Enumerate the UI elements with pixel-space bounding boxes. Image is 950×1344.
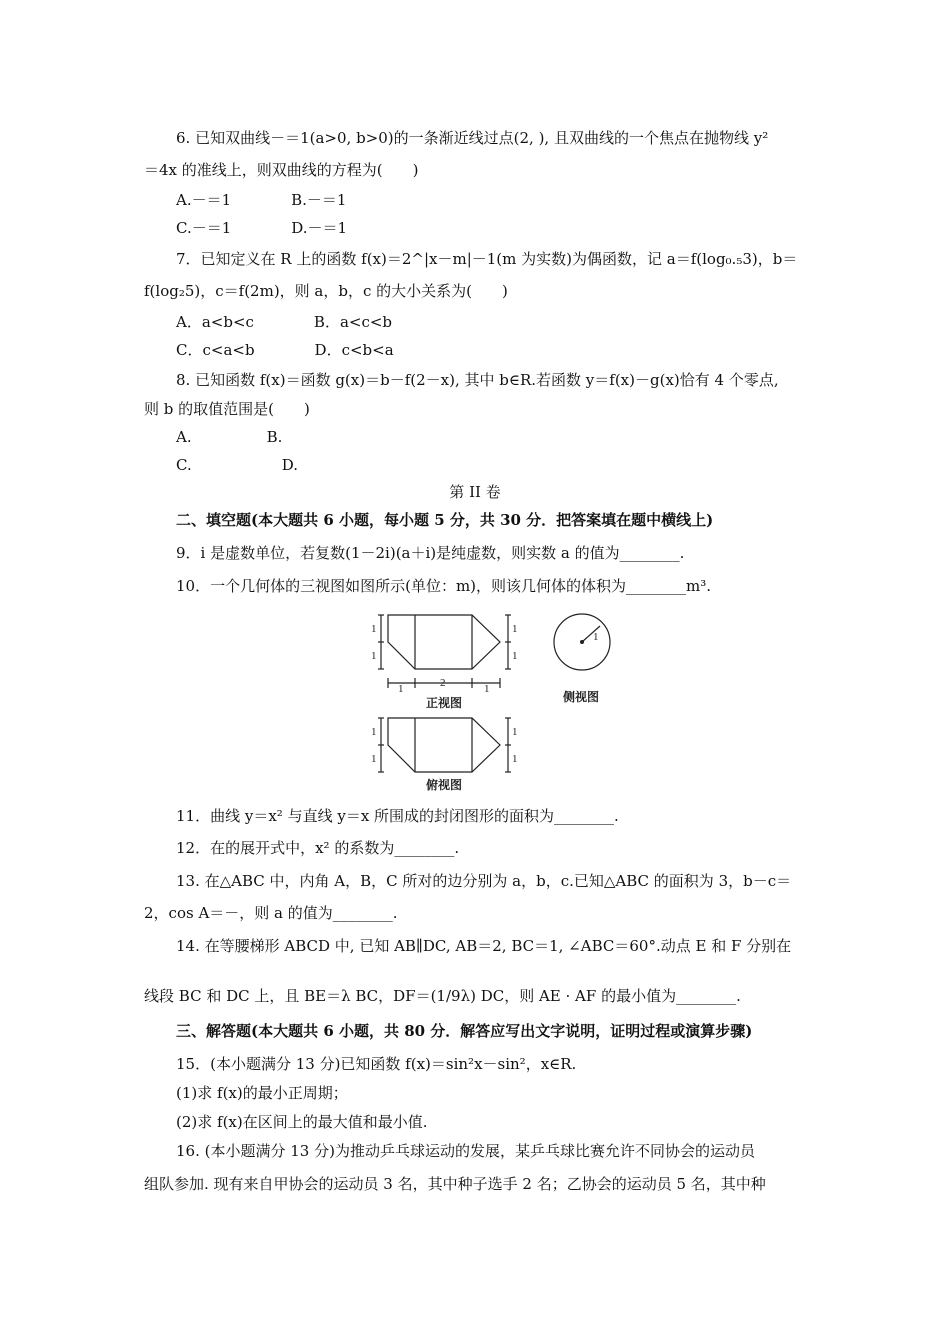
q13-line-2: 2，cos A＝－，则 a 的值为________. <box>144 904 398 922</box>
dim-label: 2 <box>440 677 446 689</box>
q8-line-1: 8. 已知函数 f(x)＝函数 g(x)＝b－f(2－x), 其中 b∈R.若函数 y＝f(x)－g(x)恰有 4 个零点, <box>176 371 779 389</box>
q9: 9．i 是虚数单位，若复数(1－2i)(a＋i)是纯虚数，则实数 a 的值为________. <box>176 544 685 562</box>
dim-label: 1 <box>398 683 404 695</box>
q14-line-2: 线段 BC 和 DC 上，且 BE＝λ BC，DF＝(1/9λ) DC，则 AE · AF 的最小值为________. <box>144 987 741 1005</box>
q15-line-1: 15．(本小题满分 13 分)已知函数 f(x)＝sin²x－sin²，x∈R. <box>176 1055 577 1073</box>
q12: 12．在的展开式中，x² 的系数为________. <box>176 839 460 857</box>
radius-label: 1 <box>593 631 599 643</box>
side-view-label: 侧视图 <box>563 690 600 704</box>
q8-options-cd: C. D. <box>176 456 298 474</box>
q8-options-ab: A. B. <box>176 428 283 446</box>
dim-label: 1 <box>371 650 377 662</box>
q11: 11．曲线 y＝x² 与直线 y＝x 所围成的封闭图形的面积为________. <box>176 807 619 825</box>
q10: 10．一个几何体的三视图如图所示(单位：m)，则该几何体的体积为________m³. <box>176 577 712 595</box>
dim-label: 1 <box>512 726 518 738</box>
section-title: 第 II 卷 <box>449 483 501 501</box>
dim-label: 1 <box>512 753 518 765</box>
top-view-label: 俯视图 <box>426 778 463 792</box>
q16-line-2: 组队参加. 现有来自甲协会的运动员 3 名，其中种子选手 2 名；乙协会的运动员 5 名，其中种 <box>144 1175 766 1193</box>
answer-heading: 三、解答题(本大题共 6 小题，共 80 分．解答应写出文字说明，证明过程或演算步骤) <box>176 1022 753 1040</box>
q7-options-cd: C．c<a<b D．c<b<a <box>176 341 394 359</box>
q8-line-2: 则 b 的取值范围是( ) <box>144 400 310 418</box>
dim-label: 1 <box>484 683 490 695</box>
q14-line-1: 14. 在等腰梯形 ABCD 中, 已知 AB∥DC, AB＝2, BC＝1, ∠ABC＝60°.动点 E 和 F 分别在 <box>176 937 792 955</box>
q15-part-1: (1)求 f(x)的最小正周期； <box>176 1084 348 1102</box>
q7-options-ab: A．a<b<c B．a<c<b <box>176 313 393 331</box>
q7-line-1: 7．已知定义在 R 上的函数 f(x)＝2^|x－m|－1(m 为实数)为偶函数，记 a＝f(log₀.₅3)，b＝ <box>176 250 798 268</box>
q6-options-cd: C.－＝1 D.－＝1 <box>176 219 348 237</box>
dim-label: 1 <box>371 623 377 635</box>
q6-line-1: 6. 已知双曲线－＝1(a>0, b>0)的一条渐近线过点(2, ), 且双曲线的一个焦点在抛物线 y² <box>176 129 769 147</box>
q6-line-2: ＝4x 的准线上，则双曲线的方程为( ) <box>144 161 419 179</box>
q6-options-ab: A.－＝1 B.－＝1 <box>176 191 347 209</box>
dim-label: 1 <box>371 753 377 765</box>
dim-label: 1 <box>371 726 377 738</box>
top-view-outline <box>388 718 500 772</box>
q13-line-1: 13. 在△ABC 中，内角 A，B，C 所对的边分别为 a，b，c.已知△ABC 的面积为 3，b－c＝ <box>176 872 792 890</box>
three-view-figure <box>360 608 630 796</box>
front-view-label: 正视图 <box>426 696 463 710</box>
q16-line-1: 16. (本小题满分 13 分)为推动乒乓球运动的发展，某乒乓球比赛允许不同协会的运动员 <box>176 1142 755 1160</box>
dim-label: 1 <box>512 623 518 635</box>
dim-label: 1 <box>512 650 518 662</box>
q7-line-2: f(log₂5)，c＝f(2m)，则 a，b，c 的大小关系为( ) <box>144 282 508 300</box>
front-view-outline <box>388 615 500 669</box>
q15-part-2: (2)求 f(x)在区间上的最大值和最小值. <box>176 1113 428 1131</box>
fill-in-heading: 二、填空题(本大题共 6 小题，每小题 5 分，共 30 分．把答案填在题中横线上) <box>176 511 714 529</box>
